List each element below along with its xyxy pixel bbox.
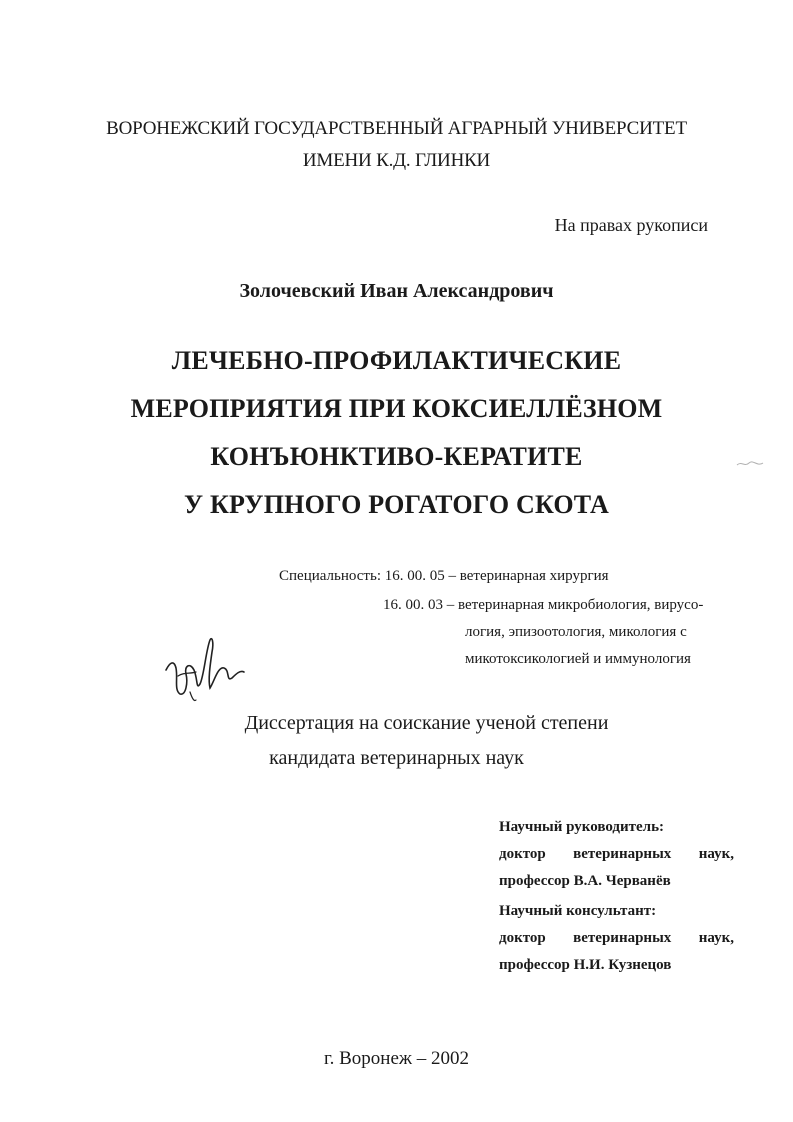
degree-word: наук, [698,846,734,862]
degree-word: ветеринарных [573,846,672,862]
specialty-line2: 16. 00. 03 – ветеринарная микробиология, вирусо- [383,597,704,613]
author-name: Золочевский Иван Александрович [239,280,554,302]
manuscript-note: На правах рукописи [554,215,708,235]
university-name-line2: ИМЕНИ К.Д. ГЛИНКИ [302,150,491,171]
supervisor-block [499,818,734,890]
university-name-line1: ВОРОНЕЖСКИЙ ГОСУДАРСТВЕННЫЙ АГРАРНЫЙ УНИВЕРСИТЕТ [106,118,687,139]
degree-word: наук, [698,930,734,946]
title-line4: У КРУПНОГО РОГАТОГО СКОТА [183,490,610,519]
dissertation-line1: Диссертация на соискание ученой степени [244,712,609,734]
city-year: г. Воронеж – 2002 [323,1048,470,1069]
specialty-line3: логия, эпизоотология, микология с [465,624,687,640]
supervisor-name: профессор В.А. Черванёв [499,873,671,889]
title-line1: ЛЕЧЕБНО-ПРОФИЛАКТИЧЕСКИЕ [171,346,622,375]
degree-word: ветеринарных [573,930,672,946]
specialty-line1: Специальность: 16. 00. 05 – ветеринарная хирургия [279,568,609,584]
scan-smudge-mark [735,457,765,471]
supervisor-degree [499,845,734,863]
supervisor-heading: Научный руководитель: [499,819,664,835]
degree-word: доктор [499,930,546,946]
title-line3: КОНЪЮНКТИВО-КЕРАТИТЕ [210,442,583,471]
degree-word: доктор [499,846,546,862]
consultant-block [499,902,734,974]
specialty-line4: микотоксикологией и иммунология [465,651,691,667]
handwritten-signature [160,632,250,704]
consultant-degree [499,929,734,947]
consultant-name: профессор Н.И. Кузнецов [499,957,672,973]
dissertation-line2: кандидата ветеринарных наук [269,747,524,769]
consultant-heading: Научный консультант: [499,903,657,919]
title-line2: МЕРОПРИЯТИЯ ПРИ КОКСИЕЛЛЁЗНОМ [130,394,663,423]
